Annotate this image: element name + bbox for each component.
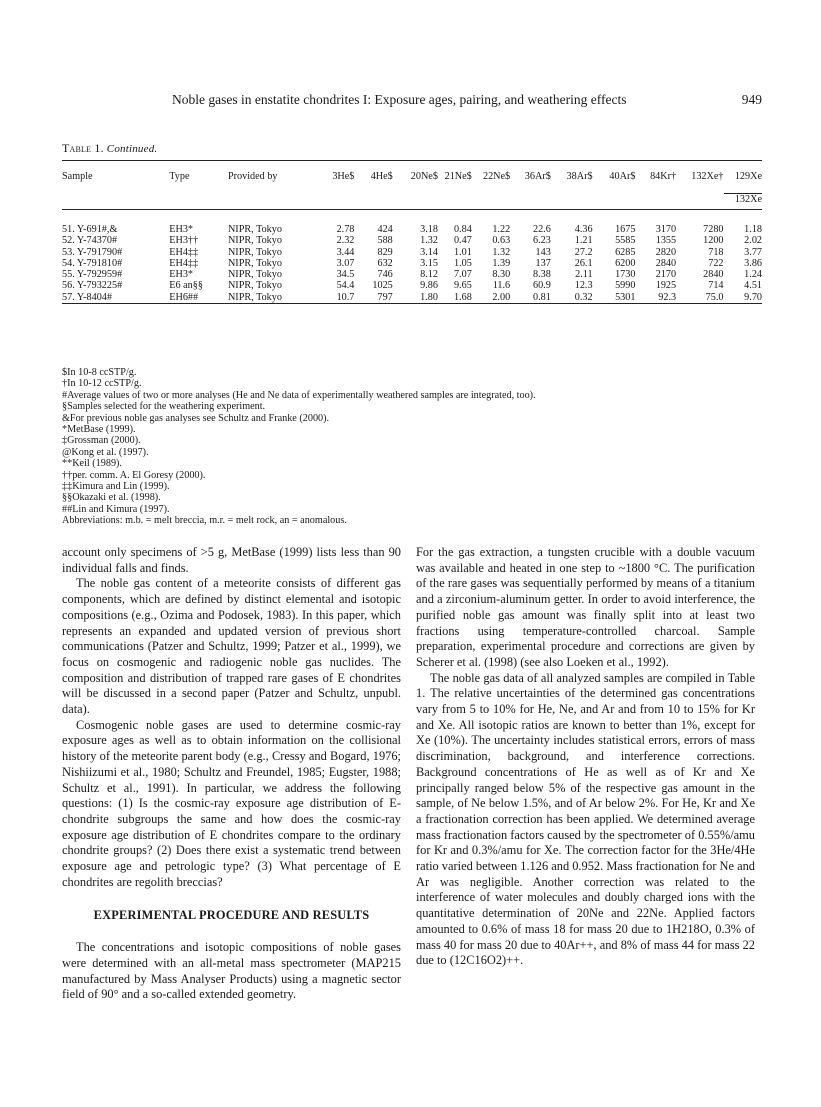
cell-he3: 34.5 bbox=[336, 269, 355, 281]
cell-ar38: 4.36 bbox=[574, 224, 593, 235]
cell-ar40: 5585 bbox=[615, 235, 636, 247]
cell-ne21: 9.65 bbox=[453, 280, 472, 292]
footnote: ##Lin and Kimura (1997). bbox=[62, 503, 170, 515]
cell-ar40: 1675 bbox=[615, 224, 636, 235]
table-caption-continued: Continued. bbox=[106, 143, 158, 155]
cell-he4: 1025 bbox=[372, 280, 393, 292]
cell-ar38: 12.3 bbox=[574, 280, 593, 292]
right-column bbox=[416, 545, 755, 969]
table-row bbox=[62, 247, 762, 258]
cell-kr84: 1355 bbox=[655, 235, 677, 247]
cell-he4: 424 bbox=[377, 224, 393, 235]
cell-provided-by: NIPR, Tokyo bbox=[227, 224, 282, 235]
cell-ne22: 11.6 bbox=[492, 280, 511, 292]
cell-he4: 829 bbox=[377, 246, 393, 258]
cell-ar38: 2.11 bbox=[575, 269, 593, 281]
cell-ne20: 9.86 bbox=[420, 280, 438, 292]
paragraph: For the gas extraction, a tungsten crucible with a double vacuum was available and heated in one step to ~1800 °C. The purification of the rare gases was sequentially performed by means of a titanium and a zirconium-aluminum getter. In order to avoid interference, the purified noble gas amount was finally split into at least two fractions using temperature-controlled charcoal. Sample preparation, experimental procedure and corrections are given by Scherer et al. (1998) (see also Loeken et al., 1992). bbox=[416, 545, 755, 669]
cell-kr84: 1925 bbox=[655, 280, 677, 292]
footnote: †In 10-12 ccSTP/g. bbox=[62, 378, 142, 390]
footnote: $In 10-8 ccSTP/g. bbox=[62, 367, 137, 378]
page-header bbox=[62, 92, 762, 112]
cell-he3: 2.78 bbox=[336, 224, 355, 235]
cell-ne21: 0.84 bbox=[453, 224, 472, 235]
cell-ar36: 143 bbox=[535, 246, 551, 258]
data-table bbox=[62, 160, 762, 304]
cell-ar38: 1.21 bbox=[574, 235, 593, 247]
cell-ar38: 0.32 bbox=[574, 291, 593, 303]
table-body bbox=[62, 210, 762, 305]
cell-xe-ratio: 3.77 bbox=[744, 246, 762, 258]
cell-he4: 632 bbox=[377, 257, 393, 269]
left-column bbox=[62, 545, 401, 1003]
col-header-ne22: 22Ne$ bbox=[482, 171, 511, 182]
col-header-kr84: 84Kr† bbox=[650, 171, 677, 182]
col-header-ar40: 40Ar$ bbox=[609, 171, 636, 182]
cell-type: EH3†† bbox=[169, 235, 199, 247]
paragraph: The noble gas data of all analyzed samples are compiled in Table 1. The relative uncertainties of the determined gas concentrations vary from 5 to 10% for He, Ne, and Ar and from 10 to 15% for Kr and Xe. All isotopic ratios are known to better than 1%, except for Xe (10%). The uncertainty includes statistical errors, errors of mass discrimination, background, and interference corrections. Background concentrations of He as well as of Kr and Xe principally ranged below 5% of the respective gas amount in the sample, of Ne below 1.5%, and of Ar below 2%. For He, Kr and Xe a fractionation correction has been applied. We determined average mass fractionation factors caused by the spectrometer of 0.55%/amu for Kr and 0.3%/amu for Xe. The correction factor for the 3He/4He ratio varied between 1.126 and 0.952. Mass fractionation for Ne and Ar was negligible. Another correction was related to the interference of water molecules and doubly charged ions with the quantitative determination of 20Ne and 22Ne. Applied factors amounted to 0.6% of mass 18 for mass 20 due to 1H218O, 0.3% of mass 40 for mass 20 due to 40Ar++, and 8% of mass 44 for mass 22 due to (12C16O2)++. bbox=[416, 670, 755, 968]
cell-ar36: 137 bbox=[535, 257, 551, 269]
section-heading: EXPERIMENTAL PROCEDURE AND RESULTS bbox=[93, 908, 370, 923]
cell-xe132: 2840 bbox=[703, 269, 724, 281]
table-footnotes bbox=[62, 367, 762, 527]
cell-ne21: 1.05 bbox=[453, 257, 472, 269]
cell-ne21: 0.47 bbox=[453, 235, 472, 247]
cell-sample: 53. Y-791790# bbox=[62, 246, 123, 258]
cell-provided-by: NIPR, Tokyo bbox=[227, 235, 282, 247]
footnote: #Average values of two or more analyses (He and Ne data of experimentally weathered samples are integrated, too). bbox=[62, 389, 536, 401]
cell-ne20: 1.80 bbox=[420, 291, 438, 303]
cell-provided-by: NIPR, Tokyo bbox=[227, 257, 282, 269]
footnote: ††per. comm. A. El Goresy (2000). bbox=[62, 469, 206, 481]
page-number: 949 bbox=[741, 92, 762, 107]
cell-xe132: 718 bbox=[708, 246, 724, 258]
cell-ar40: 6285 bbox=[615, 246, 636, 258]
col-header-he3: 3He$ bbox=[332, 171, 355, 182]
cell-xe132: 1200 bbox=[703, 235, 724, 247]
table-row bbox=[62, 258, 762, 269]
footnote: §Samples selected for the weathering experiment. bbox=[62, 401, 266, 413]
cell-xe132: 714 bbox=[708, 280, 724, 292]
paragraph: The concentrations and isotopic compositions of noble gases were determined with an all-metal mass spectrometer (MAP215 manufactured by Mass Analyser Products) using a magnetic sector field of 90° and a so-called extended geometry. bbox=[62, 940, 401, 1002]
cell-ne20: 8.12 bbox=[420, 269, 438, 281]
col-header-type: Type bbox=[169, 171, 190, 182]
cell-kr84: 92.3 bbox=[658, 291, 677, 303]
cell-he4: 746 bbox=[377, 269, 393, 281]
cell-ne22: 0.63 bbox=[492, 235, 511, 247]
col-header-xe-ratio-numerator: 129Xe bbox=[724, 161, 763, 194]
cell-sample: 54. Y-791810# bbox=[62, 257, 123, 269]
cell-xe-ratio: 1.18 bbox=[744, 224, 762, 235]
cell-ne22: 1.22 bbox=[492, 224, 511, 235]
cell-ar38: 27.2 bbox=[574, 246, 593, 258]
paragraph: account only specimens of >5 g, MetBase (1999) lists less than 90 individual falls and finds. bbox=[62, 545, 401, 575]
table-caption bbox=[62, 141, 157, 156]
cell-ar40: 5301 bbox=[615, 291, 636, 303]
col-header-ne20: 20Ne$ bbox=[410, 171, 438, 182]
cell-provided-by: NIPR, Tokyo bbox=[227, 291, 282, 303]
cell-ar36: 22.6 bbox=[532, 224, 551, 235]
cell-xe-ratio: 4.51 bbox=[744, 280, 762, 292]
cell-sample: 52. Y-74370# bbox=[62, 235, 118, 247]
footnote: *MetBase (1999). bbox=[62, 424, 136, 436]
cell-ne21: 7.07 bbox=[453, 269, 472, 281]
paragraph: The noble gas content of a meteorite consists of different gas components, which are defined by distinct elemental and isotopic compositions (e.g., Ozima and Podosek, 1983). In this paper, which represents an expanded and updated version of previous short communications (Patzer and Schultz, 1999; Patzer et al., 1999), we focus on cosmogenic and radiogenic noble gas nuclides. The composition and distribution of trapped rare gases of E chondrites will be discussed in a second paper (Patzer and Schultz, unpubl. data). bbox=[62, 576, 401, 717]
footnote: &For previous noble gas analyses see Schultz and Franke (2000). bbox=[62, 412, 330, 424]
cell-ar40: 1730 bbox=[615, 269, 636, 281]
col-header-ar36: 36Ar$ bbox=[524, 171, 551, 182]
cell-xe-ratio: 2.02 bbox=[744, 235, 762, 247]
cell-provided-by: NIPR, Tokyo bbox=[227, 269, 282, 281]
table-caption-label: Table 1. bbox=[62, 141, 104, 155]
cell-provided-by: NIPR, Tokyo bbox=[227, 280, 282, 292]
cell-xe132: 722 bbox=[708, 257, 724, 269]
cell-he3: 10.7 bbox=[336, 291, 355, 303]
cell-he4: 588 bbox=[377, 235, 393, 247]
cell-ar38: 26.1 bbox=[574, 257, 593, 269]
col-header-xe132: 132Xe† bbox=[691, 171, 724, 182]
cell-ne22: 1.32 bbox=[492, 246, 511, 258]
cell-ne20: 3.18 bbox=[420, 224, 438, 235]
cell-type: EH3* bbox=[169, 269, 194, 281]
cell-ar40: 5990 bbox=[615, 280, 636, 292]
cell-ne22: 1.39 bbox=[492, 257, 511, 269]
cell-xe-ratio: 9.70 bbox=[744, 291, 762, 303]
cell-he3: 2.32 bbox=[336, 235, 355, 247]
cell-sample: 57. Y-8404# bbox=[62, 291, 112, 303]
cell-xe-ratio: 3.86 bbox=[744, 257, 762, 269]
running-head: Noble gases in enstatite chondrites I: Exposure ages, pairing, and weathering effects bbox=[172, 92, 627, 107]
cell-ar36: 60.9 bbox=[532, 280, 551, 292]
cell-xe132: 75.0 bbox=[705, 291, 724, 303]
col-header-xe-ratio-denominator: 132Xe bbox=[734, 194, 762, 205]
cell-ar36: 6.23 bbox=[532, 235, 551, 247]
paragraph: Cosmogenic noble gases are used to determine cosmic-ray exposure ages as well as to obtain information on the collisional history of the meteorite parent body (e.g., Cressy and Bogard, 1976; Nishiizumi et al., 1980; Schultz and Freundel, 1985; Eugster, 1988; Schultz et al., 1991). In particular, we address the following questions: (1) Is the cosmic-ray exposure age distribution of E-chondrite subgroups the same and how does the cosmic-ray exposure age distribution of E chondrites compare to the ordinary chondrite groups? (2) Does there exist a systematic trend between exposure age and petrologic type? (3) What percentage of E chondrites are regolith breccias? bbox=[62, 717, 401, 889]
cell-he4: 797 bbox=[377, 291, 393, 303]
footnote: Abbreviations: m.b. = melt breccia, m.r. = melt rock, an = anomalous. bbox=[62, 515, 347, 527]
cell-he3: 54.4 bbox=[336, 280, 355, 292]
cell-ar36: 0.81 bbox=[532, 291, 551, 303]
footnote: ‡Grossman (2000). bbox=[62, 435, 141, 447]
cell-ne20: 3.14 bbox=[420, 246, 438, 258]
col-header-he4: 4He$ bbox=[370, 171, 393, 182]
cell-ne21: 1.01 bbox=[453, 246, 472, 258]
cell-ar40: 6200 bbox=[615, 257, 636, 269]
col-header-provided-by: Provided by bbox=[227, 171, 278, 182]
cell-type: EH6## bbox=[169, 291, 199, 303]
table-row bbox=[62, 224, 762, 235]
cell-sample: 55. Y-792959# bbox=[62, 269, 123, 281]
cell-type: E6 an§§ bbox=[169, 280, 203, 292]
cell-kr84: 2820 bbox=[655, 246, 677, 258]
cell-sample: 56. Y-793225# bbox=[62, 280, 123, 292]
cell-ne22: 8.30 bbox=[492, 269, 511, 281]
cell-ne20: 1.32 bbox=[420, 235, 438, 247]
cell-kr84: 2170 bbox=[655, 269, 677, 281]
cell-ne21: 1.68 bbox=[453, 291, 472, 303]
footnote: **Keil (1989). bbox=[62, 458, 122, 470]
cell-sample: 51. Y-691#,& bbox=[62, 224, 118, 235]
table-row bbox=[62, 280, 762, 291]
cell-type: EH4‡‡ bbox=[169, 257, 199, 269]
cell-type: EH4‡‡ bbox=[169, 246, 199, 258]
cell-ne22: 2.00 bbox=[492, 291, 511, 303]
col-header-sample: Sample bbox=[62, 171, 93, 182]
table-row bbox=[62, 235, 762, 246]
col-header-ne21: 21Ne$ bbox=[444, 171, 472, 182]
footnote: §§Okazaki et al. (1998). bbox=[62, 492, 161, 504]
cell-ar36: 8.38 bbox=[532, 269, 551, 281]
cell-provided-by: NIPR, Tokyo bbox=[227, 246, 282, 258]
cell-type: EH3* bbox=[169, 224, 194, 235]
footnote: @Kong et al. (1997). bbox=[62, 446, 149, 458]
footnote: ‡‡Kimura and Lin (1999). bbox=[62, 481, 170, 493]
col-header-ar38: 38Ar$ bbox=[566, 171, 593, 182]
cell-he3: 3.07 bbox=[336, 257, 355, 269]
cell-he3: 3.44 bbox=[336, 246, 355, 258]
table-row bbox=[62, 292, 762, 304]
cell-kr84: 2840 bbox=[655, 257, 677, 269]
table-row bbox=[62, 269, 762, 280]
cell-ne20: 3.15 bbox=[420, 257, 438, 269]
cell-kr84: 3170 bbox=[655, 224, 677, 235]
cell-xe132: 7280 bbox=[703, 224, 724, 235]
cell-xe-ratio: 1.24 bbox=[744, 269, 762, 281]
